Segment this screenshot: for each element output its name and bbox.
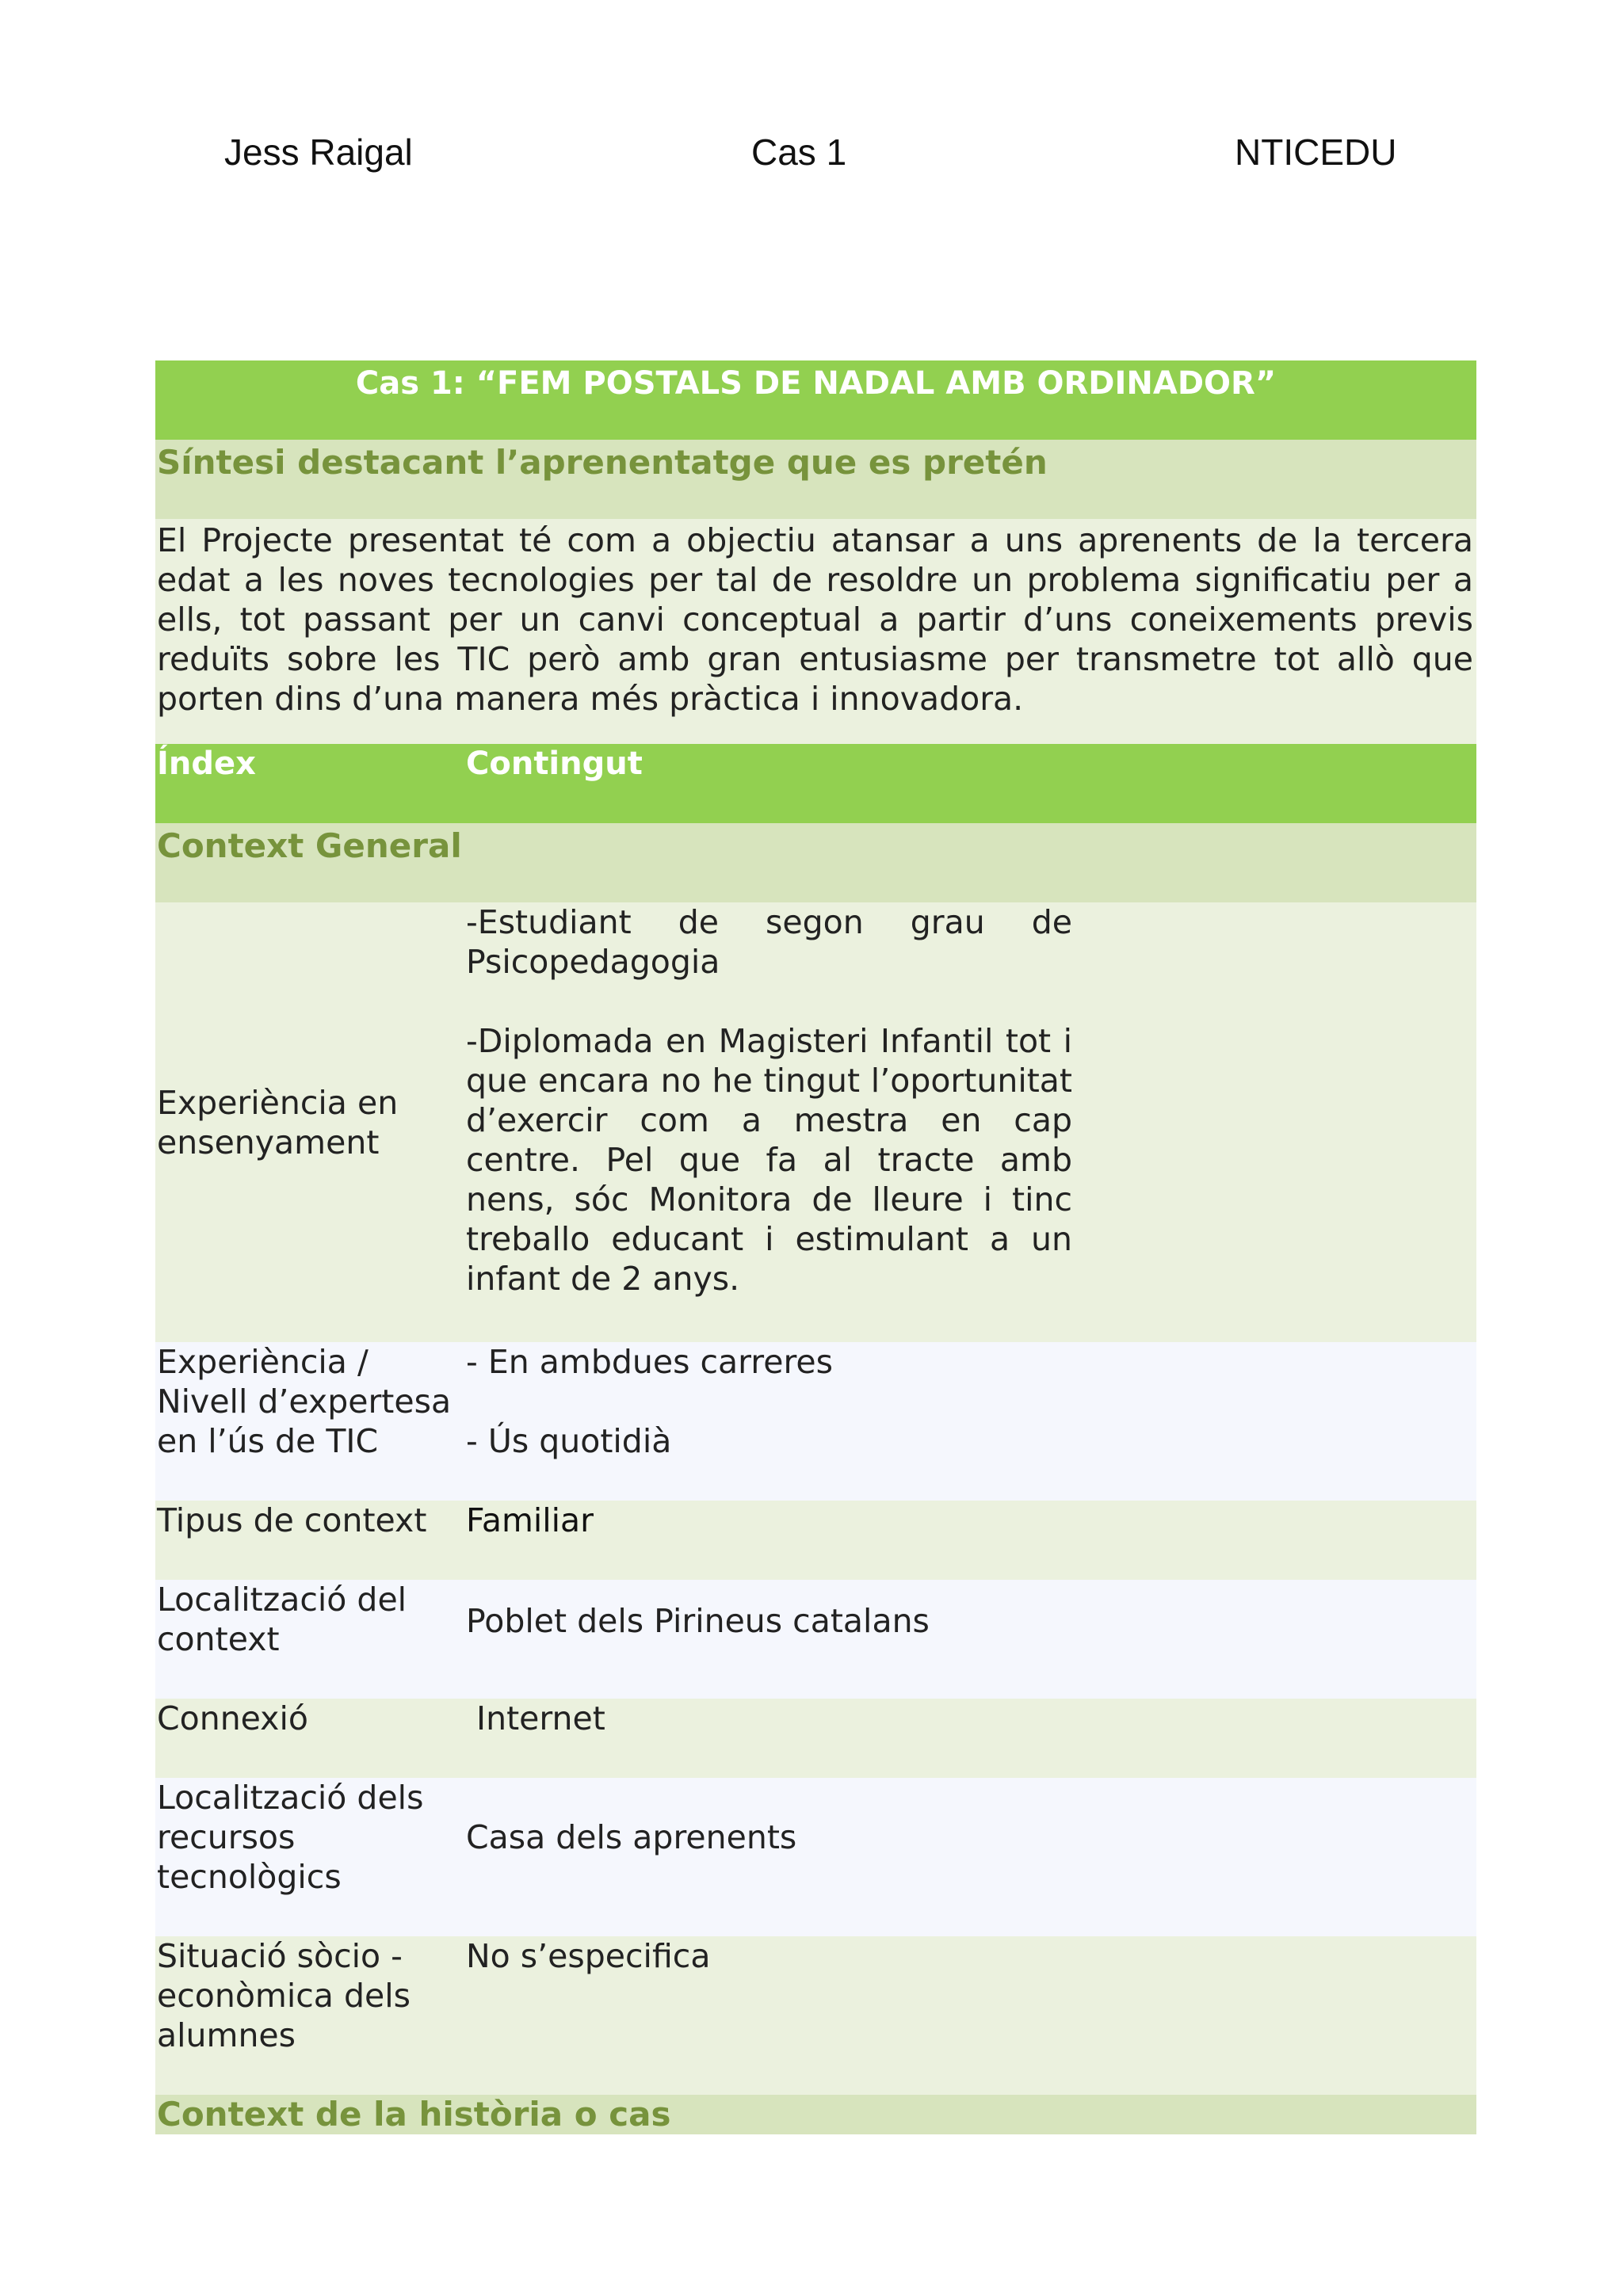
table-row [155,1936,1476,2095]
table-row [155,1580,1476,1699]
table-row [155,1699,1476,1778]
row-value: No s’especifica [466,1937,711,1975]
header-author: Jess Raigal [224,132,413,173]
row-value-line: - En ambdues carreres [466,1343,833,1381]
row-label: Tipus de context [157,1501,427,1539]
row-value-line: -Diplomada en Magisteri Infantil tot i que encara no he tingut l’oportunitat d’exercir com a mestra en cap centre. Pel que fa al tracte amb nens, sóc Monitora de lleure i tinc treballo educant i estimulant a un infant de 2 anys. [466,1022,1072,1298]
row-value-line: - Ús quotidià [466,1422,672,1460]
row-value: Familiar [466,1501,594,1539]
column-header-content: Contingut [466,746,643,782]
case-document [155,360,1476,2134]
section-context-general: Context General [155,823,1476,902]
row-label-text: Experiència en ensenyament [157,1083,399,1161]
row-value-text: Casa dels aprenents [466,1818,797,1856]
row-label: Situació sòcio - econòmica dels alumnes [157,1937,411,2054]
row-label: Localització dels recursos tecnològics [157,1779,424,1896]
synthesis-heading: Síntesi destacant l’aprenentatge que es pretén [155,440,1476,519]
row-label: Localització del context [157,1581,407,1658]
row-label: Experiència / Nivell d’expertesa en l’ús de TIC [157,1343,452,1460]
table-row [155,1342,1476,1501]
row-value [466,1342,1072,1501]
table-header [155,744,1476,823]
row-label: Connexió [157,1699,308,1737]
row-value [466,902,1072,1342]
section-context-story: Context de la història o cas [155,2095,1476,2134]
row-value: Internet [466,1699,605,1737]
synthesis-text: El Projecte presentat té com a objectiu atansar a uns aprenents de la tercera edat a les noves tecnologies per tal de resoldre un problema significatiu per a ells, tot passant per un canvi conceptual a partir d’uns coneixements previs reduïts sobre les TIC però amb gran entusiasme per transmetre tot allò que porten dins d’una manera més pràctica i innovadora. [155,519,1476,744]
row-value-text: Poblet dels Pirineus catalans [466,1602,930,1640]
table-row [155,1778,1476,1936]
header-course: NTICEDU [1235,132,1397,173]
row-label [155,902,466,1342]
table-row [155,1501,1476,1580]
row-value [466,1778,1072,1936]
header-case: Cas 1 [751,132,847,173]
row-value-line: -Estudiant de segon grau de Psicopedagogia [466,903,1072,981]
table-row [155,902,1476,1342]
case-title: Cas 1: “FEM POSTALS DE NADAL AMB ORDINADOR” [155,360,1476,440]
column-header-index: Índex [157,746,256,782]
row-value [466,1580,1072,1699]
